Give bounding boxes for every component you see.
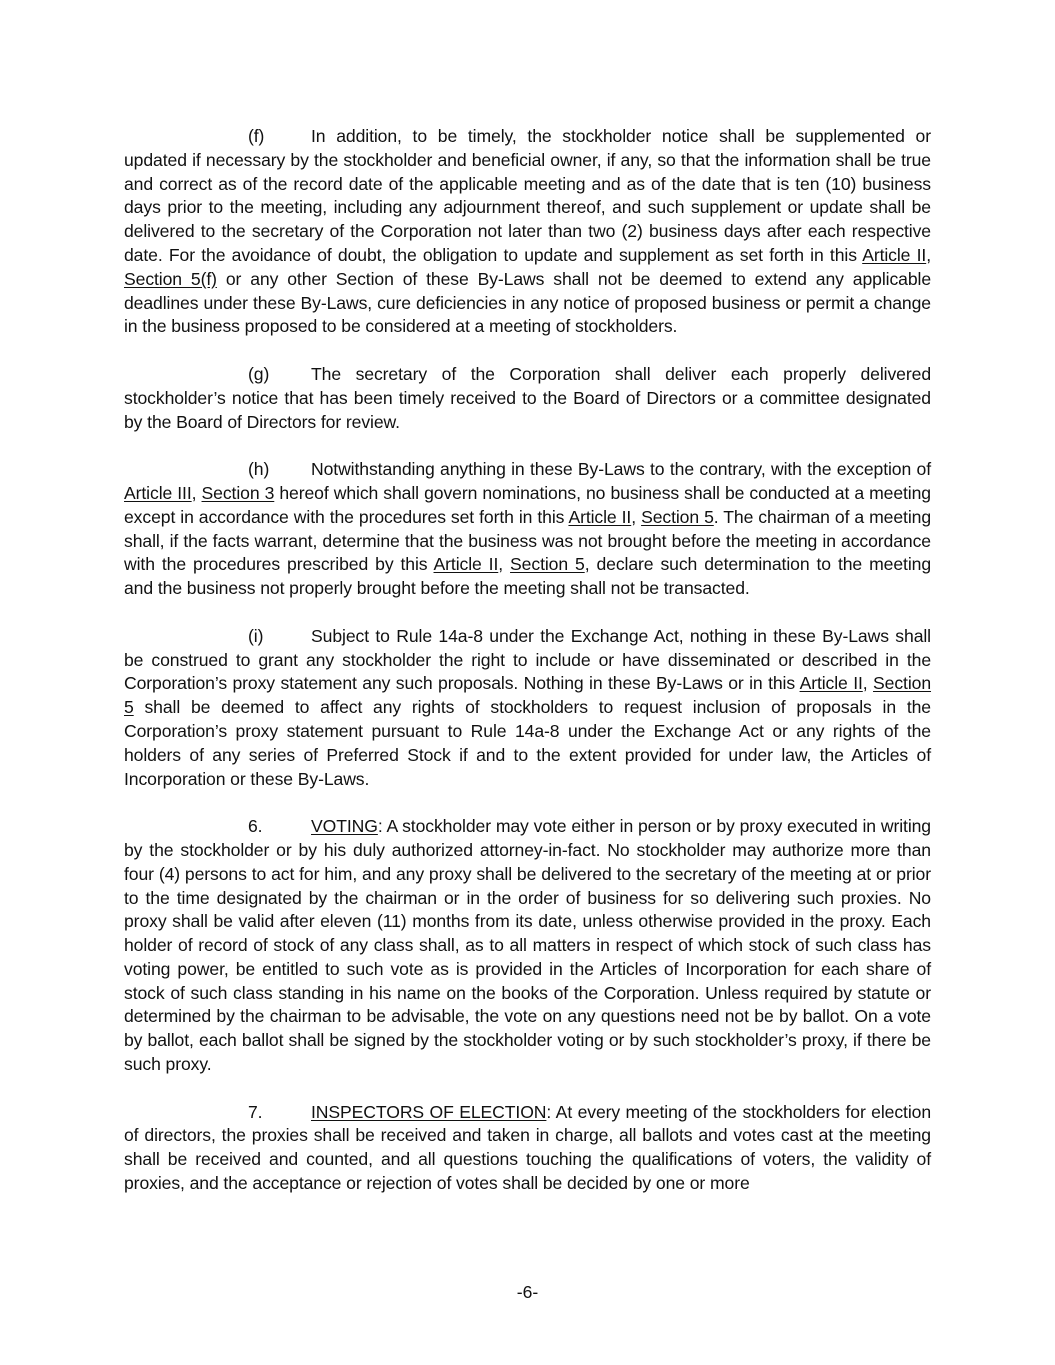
cross-reference: Section 5(f) xyxy=(124,268,217,289)
paragraph-label: (i) xyxy=(248,625,264,646)
cross-reference: Section 3 xyxy=(201,482,275,503)
paragraph-text: In addition, to be timely, the stockholder notice shall be supplemented or updated if necessary by the stockholder and beneficial owner, if any, so that the information shall be true and correct as of the record date of the applicable meeting and as of the date that is ten (10) business days prior to the meeting, including any adjournment thereof, and such supplement or update shall be delivered to the secretary of the Corporation not later than two (2) business days after each respective date. For the avoidance of doubt, the obligation to update and supplement as set forth in this xyxy=(124,126,931,265)
paragraph-text: : At every meeting of the stockholders for election of directors, the proxies shall be received and taken in charge, all ballots and votes cast at the meeting shall be received and counted, and all questions touching the qualifications of voters, the validity of proxies, and the acceptance or rejection of votes shall be decided by one or more xyxy=(124,1101,931,1194)
section-number: 7. xyxy=(248,1101,263,1122)
document-body xyxy=(124,125,931,1196)
separator: , xyxy=(191,482,202,503)
paragraph-text: Notwithstanding anything in these By-Laws to the contrary, with the exception of xyxy=(311,459,931,480)
paragraph-label: (f) xyxy=(248,126,265,146)
paragraph-text: The secretary of the Corporation shall deliver each properly delivered stockholder’s notice that has been timely received to the Board of Directors or a committee designated by the Board of Directors for review. xyxy=(124,363,931,432)
separator: , xyxy=(926,244,931,265)
paragraph-label: (h) xyxy=(248,459,270,480)
cross-reference: Section 5 xyxy=(510,554,585,575)
paragraph-text: . The chairman of a meeting shall, if the facts warrant, determine that the business was not brought before the meeting in accordance with the procedures prescribed by this xyxy=(124,506,932,575)
cross-reference: Article III xyxy=(124,482,192,503)
section-heading: INSPECTORS OF ELECTION xyxy=(311,1101,547,1122)
paragraph-text: or any other Section of these By-Laws shall not be deemed to extend any applicable deadlines under these By-Laws, cure deficiencies in any notice of proposed business or permit a change in the business proposed to be considered at a meeting of stockholders. xyxy=(124,268,931,337)
paragraph-f xyxy=(124,125,931,339)
paragraph-text: shall be deemed to affect any rights of stockholders to request inclusion of proposals in the Corporation’s proxy statement pursuant to Rule 14a-8 under the Exchange Act or any rights of the holders of any series of Preferred Stock if and to the extent provided for under law, the Articles of Incorporation or these By-Laws. xyxy=(124,697,931,789)
paragraph-i xyxy=(124,625,931,792)
separator: , xyxy=(498,554,511,575)
cross-reference: Article II xyxy=(862,244,927,265)
paragraph-h xyxy=(124,458,931,601)
cross-reference: Article II xyxy=(568,506,632,527)
paragraph-text: : A stockholder may vote either in person or by proxy executed in writing by the stockholder or by his duly authorized attorney-in-fact. No stockholder may authorize more than four (4) persons to act for him, and any proxy shall be delivered to the secretary of the meeting at or prior to the time designated by the chairman or in the order of business for so delivering such proxies. No proxy shall be valid after eleven (11) months from its date, unless otherwise provided in the proxy. Each holder of record of stock of any class shall, as to all matters in respect of which stock of such class has voting power, be entitled to such vote as is provided in the Articles of Incorporation for each share of stock of such class standing in his name on the books of the Corporation. Unless required by statute or determined by the chairman to be advisable, the vote on any questions need not be by ballot. On a vote by ballot, each ballot shall be signed by the stockholder voting or by such stockholder’s proxy, if there be such proxy. xyxy=(124,816,931,1075)
paragraph-text: , declare such determination to the meeting and the business not properly brought before the meeting shall not be transacted. xyxy=(124,554,931,599)
paragraph-g xyxy=(124,363,931,434)
section-heading: VOTING xyxy=(311,816,378,837)
section-number: 6. xyxy=(248,816,263,837)
section-7-inspectors xyxy=(124,1101,931,1196)
cross-reference: Article II xyxy=(799,673,863,694)
paragraph-label: (g) xyxy=(248,363,270,384)
section-6-voting xyxy=(124,815,931,1077)
cross-reference: Section 5 xyxy=(641,506,714,527)
paragraph-text: Subject to Rule 14a-8 under the Exchange Act, nothing in these By-Laws shall be construed to grant any stockholder the right to include or have disseminated or described in the Corporation’s proxy statement any such proposals. Nothing in these By-Laws or in this xyxy=(124,625,931,694)
separator: , xyxy=(631,506,642,527)
page-number: -6- xyxy=(516,1282,539,1302)
paragraph-text: hereof which shall govern nominations, no business shall be conducted at a meeting except in accordance with the procedures set forth in this xyxy=(124,482,931,527)
separator: , xyxy=(862,673,874,694)
cross-reference: Section 5 xyxy=(124,673,932,718)
cross-reference: Article II xyxy=(433,554,499,575)
